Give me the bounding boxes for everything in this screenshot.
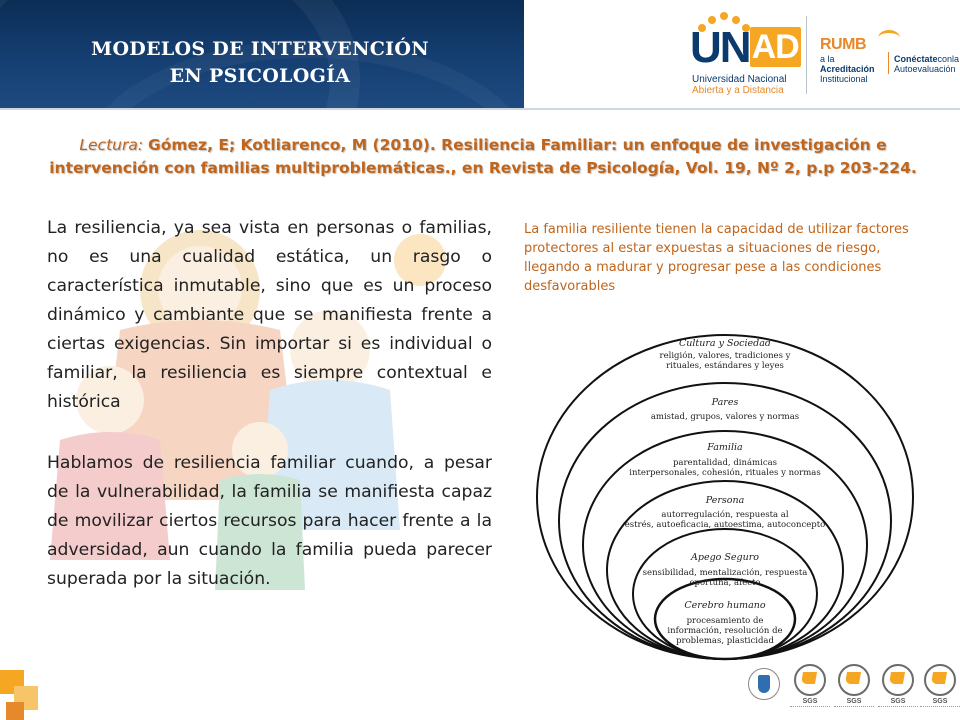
sgs-certification-3: SGS: [878, 664, 918, 712]
ring-text-cerebro-3: problemas, plasticidad: [676, 636, 774, 646]
footer-squares-decoration: [0, 664, 46, 720]
ring-title-familia: Familia: [707, 442, 743, 453]
sgs-check-icon: [801, 672, 817, 684]
ring-title-cultura: Cultura y Sociedad: [678, 338, 772, 349]
rumbo-separator: [888, 52, 889, 74]
ring-text-pares-1: amistad, grupos, valores y normas: [650, 412, 800, 422]
slide-title-line1: MODELOS DE INTERVENCIÓN: [91, 38, 429, 60]
ring-text-familia-1: parentalidad, dinámicas: [672, 458, 778, 468]
unad-logo-wordmark: UNAD: [690, 23, 799, 72]
reading-label: Lectura:: [79, 136, 149, 154]
unad-logo-subtitle: Universidad Nacional Abierta y a Distancia: [692, 74, 787, 96]
ring-title-cerebro: Cerebro humano: [684, 600, 766, 611]
ring-title-apego: Apego Seguro: [691, 552, 759, 563]
ring-text-familia-2: interpersonales, cohesión, rituales y normas: [629, 468, 821, 478]
logo-separator: [806, 16, 807, 94]
rumbo-subtitle: a la Acreditación Institucional: [820, 54, 875, 84]
ecological-model-diagram: [520, 322, 930, 662]
header-band: [0, 0, 524, 108]
header-divider: [0, 108, 960, 110]
reading-reference: Gómez, E; Kotliarenco, M (2010). Resiliencia Familiar: un enfoque de investigación e intervención con familias multiproblemáticas., en Revista de Psicología, Vol. 19, Nº 2, p.p 203-224.: [49, 136, 917, 177]
ring-text-cerebro-2: información, resolución de: [667, 626, 783, 636]
sgs-certification-2: SGS: [834, 664, 874, 712]
resilient-family-summary: La familia resiliente tienen la capacidad de utilizar factores protectores al estar expuestas a situaciones de riesgo, llegando a madurar y progresar pese a las condiciones desfavorables: [524, 222, 909, 294]
sgs-check-icon: [845, 672, 861, 684]
colombia-seal-icon: [748, 668, 780, 700]
unad-logo: [690, 10, 808, 98]
sgs-check-icon: [931, 672, 947, 684]
ring-text-apego-2: oportuna, afecto: [689, 578, 761, 588]
family-resilience-paragraph: Hablamos de resiliencia familiar cuando, a pesar de la vulnerabilidad, la familia se manifiesta capaz de movilizar ciertos recursos para hacer frente a la adversidad, aun cuando la familia pueda parecer superada por la situación.: [47, 453, 492, 589]
ring-title-persona: Persona: [705, 495, 745, 506]
rumbo-acreditacion-logo: [820, 36, 960, 84]
sgs-certification-4: SGS: [920, 664, 960, 712]
ring-text-cerebro-1: procesamiento de: [686, 616, 764, 626]
autoevaluacion-label: Conéctateconla Autoevaluación: [894, 54, 960, 74]
ring-text-apego-1: sensibilidad, mentalización, respuesta: [642, 568, 808, 578]
sgs-check-icon: [889, 672, 905, 684]
certification-seals: [738, 664, 960, 720]
sgs-certification-1: SGS: [790, 664, 830, 712]
ring-text-cultura-1: religión, valores, tradiciones y: [659, 351, 791, 361]
reading-citation: [28, 134, 938, 180]
ring-title-pares: Pares: [711, 397, 739, 408]
rumbo-arc-icon: [878, 30, 900, 46]
ring-text-persona-2: estrés, autoeficacia, autoestima, autoconcepto: [624, 520, 826, 530]
resilience-definition-paragraph: La resiliencia, ya sea vista en personas o familias, no es una cualidad estática, un rasgo o característica inmutable, sino que es un proceso dinámico y cambiante que se manifiesta frente a ciertas exigencias. Sin importar si es individual o familiar, la resiliencia es siempre contextual e histórica: [47, 218, 492, 412]
ring-text-persona-1: autorregulación, respuesta al: [661, 510, 789, 520]
slide-title-line2: EN PSICOLOGÍA: [169, 65, 351, 87]
rumbo-wordmark: RUMB: [820, 36, 866, 53]
ring-text-cultura-2: rituales, estándares y leyes: [666, 361, 784, 371]
slide-title: [40, 36, 480, 90]
